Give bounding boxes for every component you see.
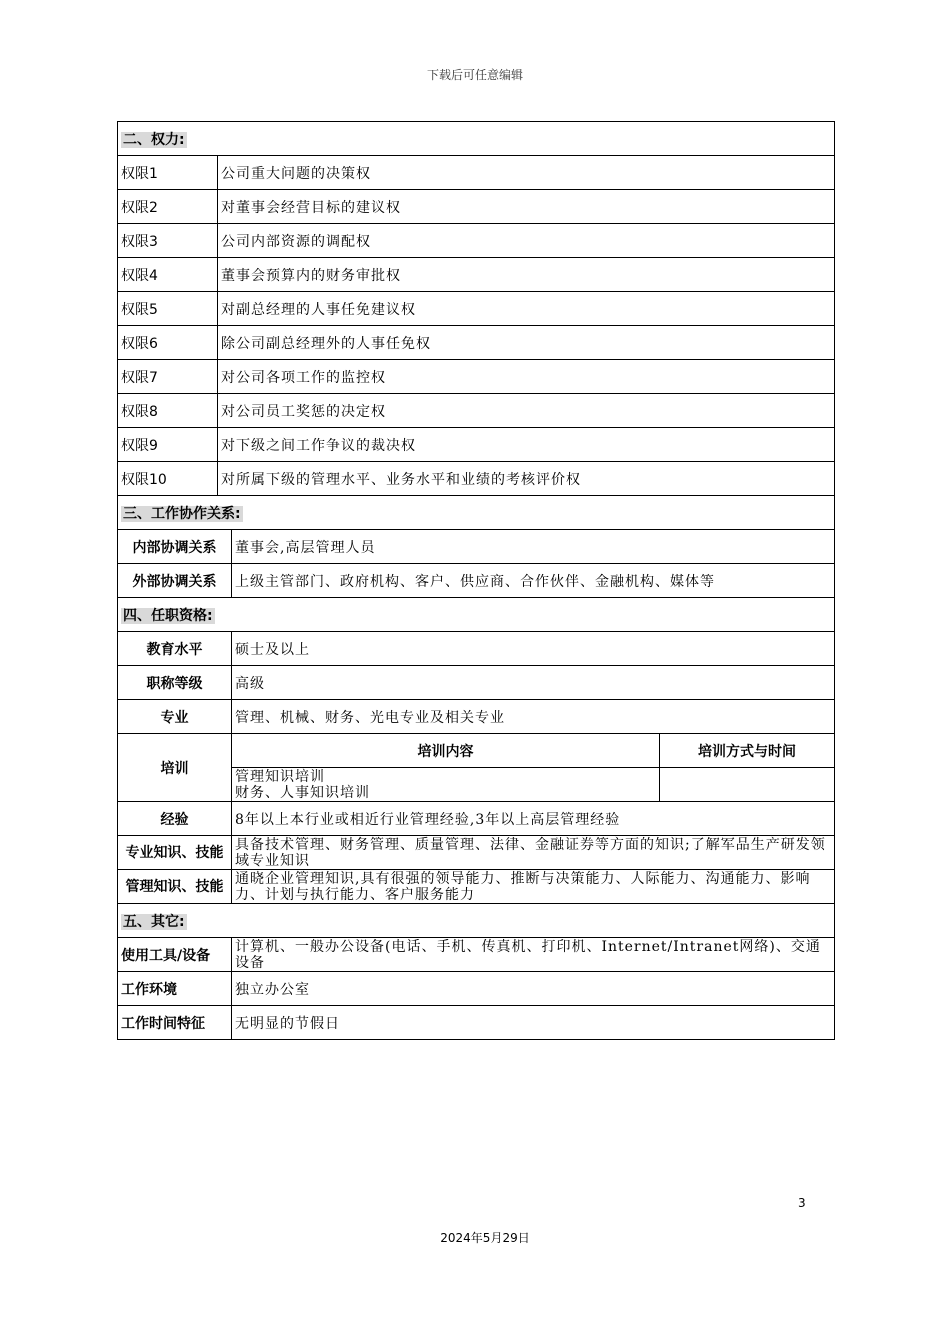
authority-row	[118, 292, 835, 326]
mgmt-skill-value: 通晓企业管理知识,具有很强的领导能力、推断与决策能力、人际能力、沟通能力、影响力、计划与执行能力、客户服务能力	[232, 870, 835, 904]
collab-external-value: 上级主管部门、政府机构、客户、供应商、合作伙伴、金融机构、媒体等	[232, 564, 835, 598]
footer-date: 2024年5月29日	[440, 1231, 530, 1245]
authority-label: 权限2	[118, 190, 218, 224]
collab-internal-value: 董事会,高层管理人员	[232, 530, 835, 564]
authority-value: 对副总经理的人事任免建议权	[218, 292, 835, 326]
section-row-collab	[118, 496, 835, 530]
experience-label: 经验	[118, 802, 232, 836]
authority-label: 权限5	[118, 292, 218, 326]
time-label: 工作时间特征	[118, 1006, 232, 1040]
authority-value: 对公司各项工作的监控权	[218, 360, 835, 394]
training-content-line: 财务、人事知识培训	[235, 784, 370, 801]
authority-value: 对公司员工奖惩的决定权	[218, 394, 835, 428]
authority-label: 权限8	[118, 394, 218, 428]
section-title-collab: 三、工作协作关系:	[118, 496, 835, 530]
title-level-row	[118, 666, 835, 700]
collab-external-label: 外部协调关系	[118, 564, 232, 598]
authority-value: 对下级之间工作争议的裁决权	[218, 428, 835, 462]
tools-row	[118, 938, 835, 972]
experience-row	[118, 802, 835, 836]
authority-row	[118, 462, 835, 496]
time-value: 无明显的节假日	[232, 1006, 835, 1040]
authority-row	[118, 326, 835, 360]
authority-row	[118, 394, 835, 428]
pro-skill-label: 专业知识、技能	[118, 836, 232, 870]
authority-label: 权限7	[118, 360, 218, 394]
authority-value: 公司重大问题的决策权	[218, 156, 835, 190]
collab-external-row	[118, 564, 835, 598]
authority-label: 权限9	[118, 428, 218, 462]
education-row	[118, 632, 835, 666]
authority-value: 对所属下级的管理水平、业务水平和业绩的考核评价权	[218, 462, 835, 496]
job-description-table	[117, 121, 835, 1040]
training-method-value	[660, 768, 835, 802]
authority-row	[118, 190, 835, 224]
env-row	[118, 972, 835, 1006]
training-content-line: 管理知识培训	[235, 768, 325, 785]
env-value: 独立办公室	[232, 972, 835, 1006]
section-row-qual	[118, 598, 835, 632]
authority-row	[118, 360, 835, 394]
title-level-label: 职称等级	[118, 666, 232, 700]
training-content-header: 培训内容	[232, 734, 660, 768]
authority-value: 董事会预算内的财务审批权	[218, 258, 835, 292]
section-row-other	[118, 904, 835, 938]
authority-label: 权限6	[118, 326, 218, 360]
major-row	[118, 700, 835, 734]
time-row	[118, 1006, 835, 1040]
mgmt-skill-label: 管理知识、技能	[118, 870, 232, 904]
authority-row	[118, 258, 835, 292]
authority-label: 权限10	[118, 462, 218, 496]
authority-value: 除公司副总经理外的人事任免权	[218, 326, 835, 360]
pro-skill-row	[118, 836, 835, 870]
major-value: 管理、机械、财务、光电专业及相关专业	[232, 700, 835, 734]
authority-label: 权限4	[118, 258, 218, 292]
title-level-value: 高级	[232, 666, 835, 700]
env-label: 工作环境	[118, 972, 232, 1006]
training-method-header: 培训方式与时间	[660, 734, 835, 768]
training-label: 培训	[118, 734, 232, 802]
authority-label: 权限1	[118, 156, 218, 190]
collab-internal-label: 内部协调关系	[118, 530, 232, 564]
section-title-qual: 四、任职资格:	[118, 598, 835, 632]
major-label: 专业	[118, 700, 232, 734]
collab-internal-row	[118, 530, 835, 564]
section-title-authority: 二、权力:	[118, 122, 835, 156]
experience-value: 8年以上本行业或相近行业管理经验,3年以上高层管理经验	[232, 802, 835, 836]
authority-row	[118, 224, 835, 258]
authority-label: 权限3	[118, 224, 218, 258]
pro-skill-value: 具备技术管理、财务管理、质量管理、法律、金融证券等方面的知识;了解军品生产研发领域专业知识	[232, 836, 835, 870]
header-note: 下载后可任意编辑	[426, 68, 523, 82]
training-content-value	[232, 768, 660, 802]
tools-value: 计算机、一般办公设备(电话、手机、传真机、打印机、Internet/Intranet网络)、交通设备	[232, 938, 835, 972]
education-label: 教育水平	[118, 632, 232, 666]
education-value: 硕士及以上	[232, 632, 835, 666]
section-row-authority	[118, 122, 835, 156]
authority-value: 公司内部资源的调配权	[218, 224, 835, 258]
tools-label: 使用工具/设备	[118, 938, 232, 972]
training-header-row	[118, 734, 835, 768]
authority-row	[118, 156, 835, 190]
page-number: 3	[798, 1196, 806, 1210]
mgmt-skill-row	[118, 870, 835, 904]
authority-value: 对董事会经营目标的建议权	[218, 190, 835, 224]
authority-row	[118, 428, 835, 462]
section-title-other: 五、其它:	[118, 904, 835, 938]
